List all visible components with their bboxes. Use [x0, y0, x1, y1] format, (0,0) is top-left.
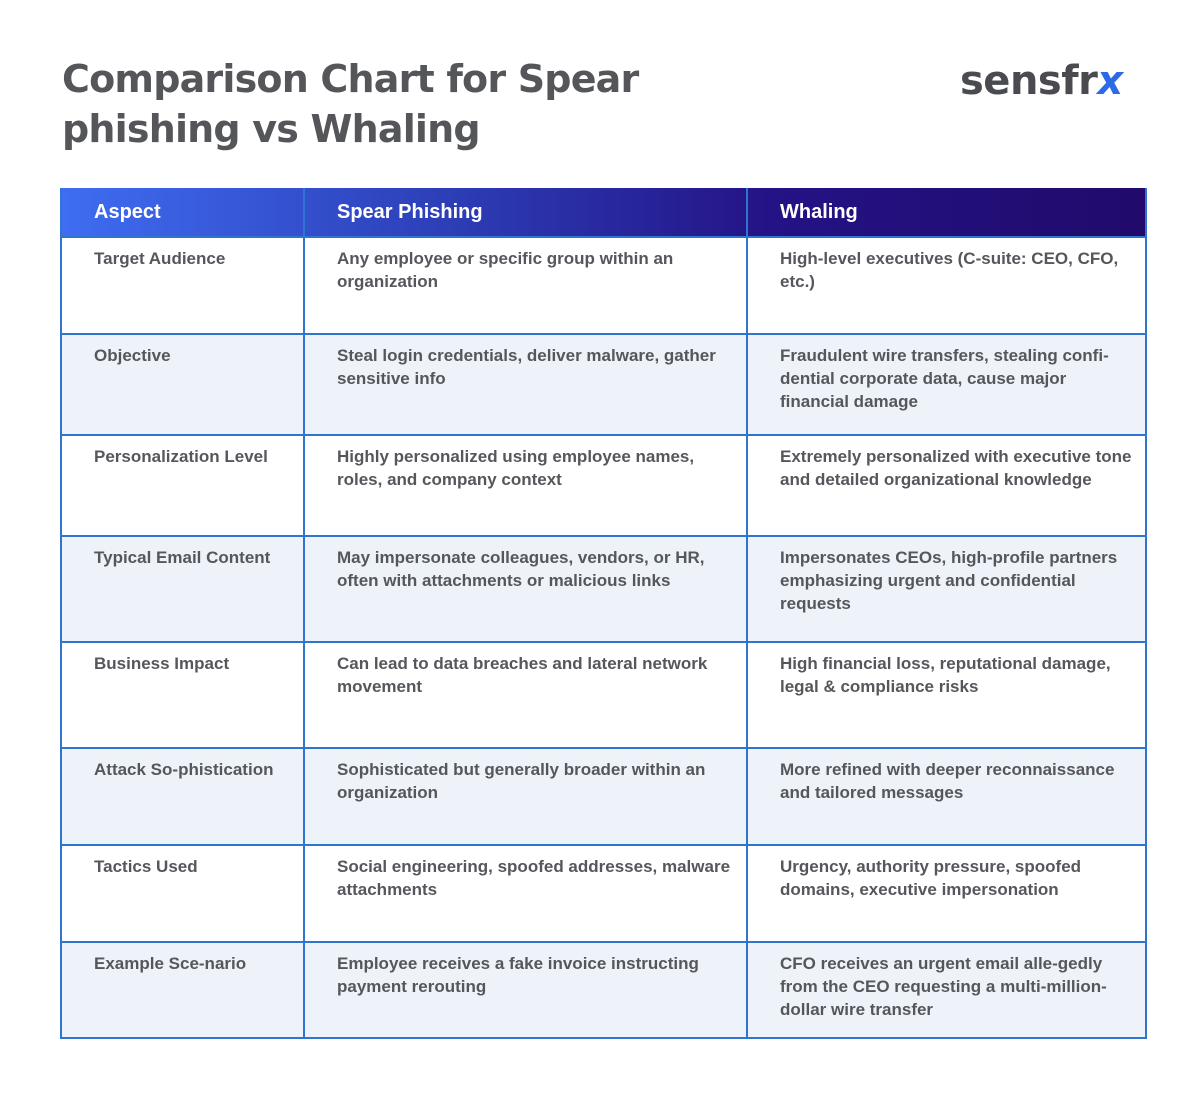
spear-phishing-cell: Sophisticated but generally broader within an organization — [304, 748, 747, 845]
table-row — [61, 642, 1146, 748]
table-row — [61, 435, 1146, 536]
aspect-cell: Objective — [61, 334, 304, 435]
aspect-cell: Personalization Level — [61, 435, 304, 536]
aspect-cell: Typical Email Content — [61, 536, 304, 642]
table-header-row — [61, 188, 1146, 237]
spear-phishing-cell: Can lead to data breaches and lateral network movement — [304, 642, 747, 748]
table-row — [61, 845, 1146, 942]
column-header-whaling: Whaling — [747, 188, 1146, 237]
whaling-cell: CFO receives an urgent email alle-gedly from the CEO requesting a multi-million-dollar wire transfer — [747, 942, 1146, 1038]
table-row — [61, 748, 1146, 845]
aspect-cell: Target Audience — [61, 237, 304, 334]
table-row — [61, 536, 1146, 642]
aspect-cell: Business Impact — [61, 642, 304, 748]
aspect-cell: Attack So-phistication — [61, 748, 304, 845]
sensfrx-logo — [960, 58, 1123, 104]
aspect-cell: Tactics Used — [61, 845, 304, 942]
spear-phishing-cell: Any employee or specific group within an organization — [304, 237, 747, 334]
spear-phishing-cell: Steal login credentials, deliver malware, gather sensitive info — [304, 334, 747, 435]
column-header-spear-phishing: Spear Phishing — [304, 188, 747, 237]
whaling-cell: Fraudulent wire transfers, stealing confi-dential corporate data, cause major financial damage — [747, 334, 1146, 435]
page-title: Comparison Chart for Spear phishing vs Whaling — [62, 57, 639, 151]
whaling-cell: Impersonates CEOs, high-profile partners emphasizing urgent and confidential requests — [747, 536, 1146, 642]
whaling-cell: Extremely personalized with executive tone and detailed organizational knowledge — [747, 435, 1146, 536]
whaling-cell: Urgency, authority pressure, spoofed domains, executive impersonation — [747, 845, 1146, 942]
comparison-table — [60, 188, 1147, 1039]
logo-accent-x-icon: x — [1097, 58, 1123, 104]
logo-text: sensfr — [960, 58, 1098, 104]
spear-phishing-cell: Social engineering, spoofed addresses, malware attachments — [304, 845, 747, 942]
table-row — [61, 942, 1146, 1038]
aspect-cell: Example Sce-nario — [61, 942, 304, 1038]
table-row — [61, 334, 1146, 435]
spear-phishing-cell: Employee receives a fake invoice instructing payment rerouting — [304, 942, 747, 1038]
table-row — [61, 237, 1146, 334]
whaling-cell: More refined with deeper reconnaissance and tailored messages — [747, 748, 1146, 845]
whaling-cell: High-level executives (C-suite: CEO, CFO, etc.) — [747, 237, 1146, 334]
spear-phishing-cell: Highly personalized using employee names, roles, and company context — [304, 435, 747, 536]
column-header-aspect: Aspect — [61, 188, 304, 237]
spear-phishing-cell: May impersonate colleagues, vendors, or HR, often with attachments or malicious links — [304, 536, 747, 642]
whaling-cell: High financial loss, reputational damage, legal & compliance risks — [747, 642, 1146, 748]
